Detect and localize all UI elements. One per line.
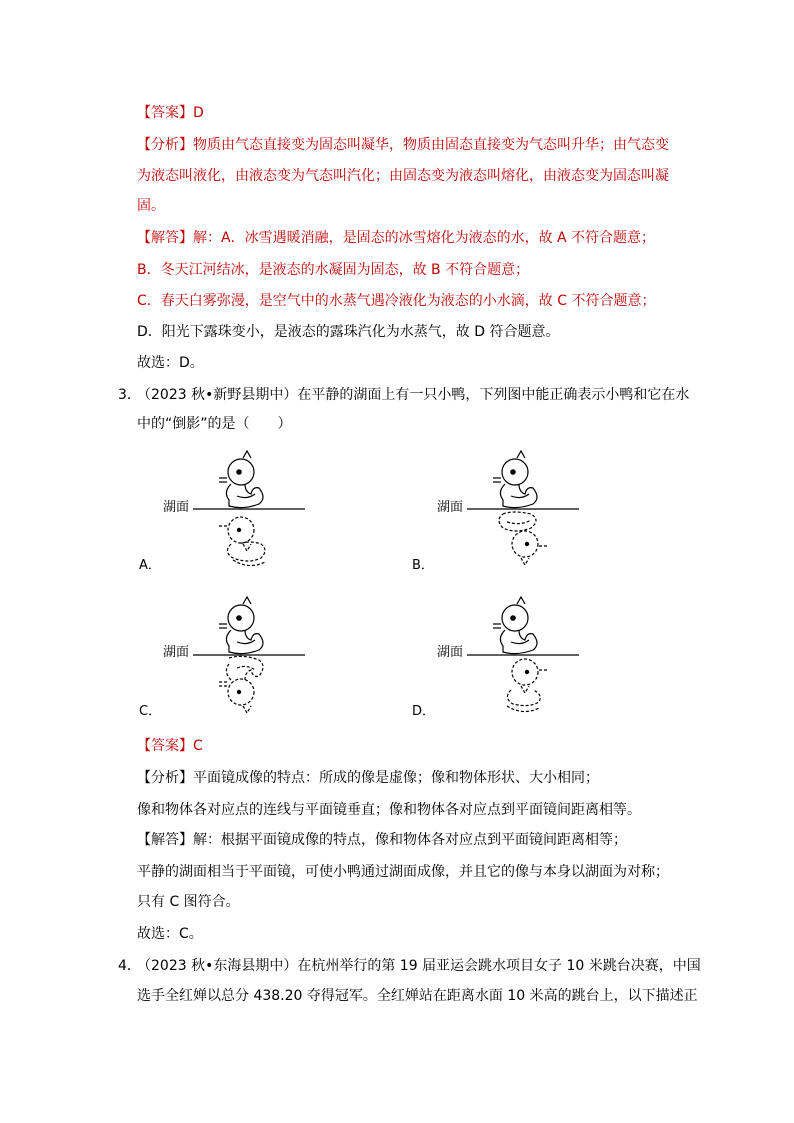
q3-solution-line-3: 只有 C 图符合。 — [137, 894, 240, 910]
option-d-figure[interactable] — [467, 594, 579, 718]
q2-solution-line-2: B．冬天江河结冰，是液态的水凝固为固态，故 B 不符合题意； — [137, 262, 530, 278]
option-a-figure[interactable] — [193, 448, 305, 572]
q3-conclusion: 故选：C。 — [137, 926, 203, 942]
q2-conclusion: 故选：D。 — [137, 355, 204, 371]
q4-stem-line-2: 选手全红婵以总分 438.20 夺得冠军。全红婵站在距离水面 10 米高的跳台上，以下描述正 — [137, 988, 698, 1004]
answer-value: C — [193, 738, 203, 754]
q2-solution-line-3: C．春天白雾弥漫，是空气中的水蒸气遇冷液化为液态的小水滴，故 C 不符合题意； — [137, 293, 656, 309]
lake-label-c: 湖面 — [163, 645, 190, 660]
option-a-label: A． — [139, 558, 161, 573]
q3-stem-line-1: （2023 秋•新野县期中）在平静的湖面上有一只小鸭，下列图中能正确表示小鸭和它在水 — [137, 387, 690, 403]
option-b-label: B． — [412, 558, 434, 573]
option-d-label: D． — [412, 704, 436, 719]
q4-stem-line-1: （2023 秋•东海县期中）在杭州举行的第 19 届亚运会跳水项目女子 10 米跳台决赛，中国 — [137, 958, 701, 974]
q3-solution-line-2: 平静的湖面相当于平面镜，可使小鸭通过湖面成像，并且它的像与本身以湖面为对称； — [137, 864, 669, 880]
q3-analysis-line-1: 【分析】平面镜成像的特点：所成的像是虚像；像和物体形状、大小相同； — [137, 770, 599, 786]
answer-tag: 【答案】 — [137, 738, 193, 754]
q3-analysis-line-2: 像和物体各对应点的连线与平面镜垂直；像和物体各对应点到平面镜间距离相等。 — [137, 802, 641, 818]
q2-analysis-line-3: 固。 — [137, 198, 165, 214]
option-c-label: C． — [139, 704, 162, 719]
q2-solution-line-4: D．阳光下露珠变小，是液态的露珠汽化为水蒸气，故 D 符合题意。 — [137, 324, 560, 340]
q2-analysis-line-1: 【分析】物质由气态直接变为固态叫凝华，物质由固态直接变为气态叫升华；由气态变 — [137, 137, 669, 153]
q3-solution-line-1: 【解答】解：根据平面镜成像的特点，像和物体各对应点到平面镜间距离相等； — [137, 832, 627, 848]
answer-tag: 【答案】 — [137, 105, 193, 121]
q3-stem-line-2: 中的“倒影”的是（ ） — [137, 416, 292, 432]
option-b-figure[interactable] — [467, 448, 579, 572]
q4-number: 4． — [118, 958, 141, 974]
q3-answer — [137, 736, 203, 756]
lake-label-b: 湖面 — [437, 500, 464, 515]
q2-solution-line-1: 【解答】解：A．冰雪遇暖消融，是固态的冰雪熔化为液态的水，故 A 不符合题意； — [137, 230, 656, 246]
q3-number: 3． — [118, 387, 141, 403]
lake-label-a: 湖面 — [163, 500, 190, 515]
option-c-figure[interactable] — [193, 594, 305, 718]
q2-answer — [137, 103, 204, 123]
q2-analysis-line-2: 为液态叫液化，由液态变为气态叫汽化；由固态变为液态叫熔化，由液态变为固态叫凝 — [137, 168, 669, 184]
answer-value: D — [193, 105, 204, 121]
lake-label-d: 湖面 — [437, 645, 464, 660]
